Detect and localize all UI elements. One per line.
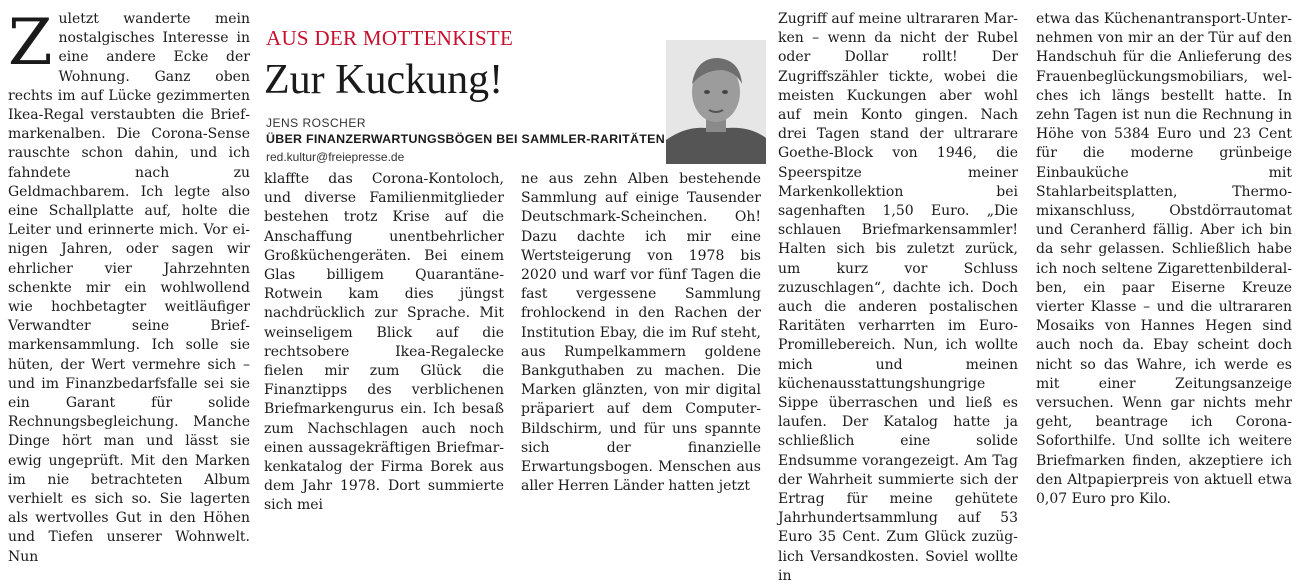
headline: Zur Kuckung! <box>264 57 504 103</box>
author-portrait <box>666 40 766 164</box>
column-3-text: ne aus zehn Alben bestehende Sammlung auf einige Tausender Deutschmark-Scheinchen. Oh! Dazu dachte ich mir eine Wertsteigerung von 1978 bis 2020 und warf vor fünf Tagen die fast vergessene Sammlung frohlockend in den Rachen der Institution Ebay, die im Ruf steht, aus Rumpelkammern goldene Bankguthaben zu machen. Die Marken glänzten, von mir digital präpariert auf dem Computer-Bildschirm, und für uns spannte sich der finanzielle Erwartungsbogen. Menschen aus aller Herren Länder hatten jetzt <box>521 171 761 495</box>
article-column-1 <box>8 6 250 565</box>
article-column-2 <box>264 170 504 514</box>
column-1-text: uletzt wanderte mein nostalgisches Interesse in eine andere Ecke der Wohnung. Ganz oben rechts im auf Lücke gezimmerten Ikea-Regal verstaubten die Briefmarkenalben. Die Corona-Sense rauschte schon dahin, und ich fahndete nach zu Geldmachbarem. Ich legte also eine Schallplatte auf, holte die Leiter und erinnerte mich. Vor einigen Jahren, oder sagen wir ehrlicher vier Jahrzehnten schenkte mir ein wohlwollend wie hochbetagter weitläufiger Verwandter seine Briefmarkensammlung. Ich solle sie hüten, der Wert vermehre sich – und im Finanzbedarfsfalle sei sie ein Garant für solide Rechnungsbegleichung. Manche Dinge hört man und lässt sie ewig ungeprüft. Mit den Marken im nie betrachteten Album verhielt es sich so. Sie lagerten als wertvolles Gut in den Höhen und Tiefen unserer Wohnwelt. Nun <box>8 11 250 565</box>
drop-cap: Z <box>8 6 53 80</box>
column-2-text: klaffte das Corona-Kontoloch, und diverse Familienmitglieder bestehen trotz Krise auf die Anschaffung unentbehrlicher Großküchengeräten. Bei einem Glas billigem Quarantäne-Rotwein kam dies jüngst nachdrücklich zur Sprache. Mit weinseligem Blick auf die rechtsobere Ikea-Regalecke fielen mir zum Glück die Finanztipps des verblichenen Briefmarkengurus ein. Ich besaß zum Nachschlagen auch noch einen aussagekräftigen Briefmarkenkatalog der Firma Borek aus dem Jahr 1978. Dort summierte sich mei <box>264 171 504 514</box>
column-4-text: Zugriff auf meine ultrararen Marken – wenn da nicht der Rubel oder Dollar rollt! Der Zugriffszähler tickte, wobei die meisten Kuckungen aber wohl auf mein Konto gingen. Nach drei Tagen stand der ultrarare Goethe-Block von 1946, die Speerspitze meiner Markenkollektion bei sagenhaften 1,50 Euro. „Die schlauen Briefmarkensammler! Halten sich bis zuletzt zurück, um kurz vor Schluss zuzuschlagen“, dachte ich. Doch auch die anderen postalischen Raritäten verharrten im Euro-Promillebereich. Nun, ich wollte mich und meinen küchenausstattungshungrige Sippe überraschen und ließ es laufen. Der Katalog hatte ja schließlich eine solide Endsumme vorangezeigt. Am Tag der Wahrheit summierte sich der Ertrag für meine gehütete Jahrhundertsammlung auf 53 Euro 35 Cent. Zum Glück zuzüglich Versandkosten. Soviel wollte in <box>778 11 1018 584</box>
author-name: JENS ROSCHER <box>266 116 367 130</box>
article-column-4 <box>778 10 1018 584</box>
author-email: red.kultur@freiepresse.de <box>266 150 405 164</box>
column-5-text: etwa das Küchenantransport-Unternehmen von mir an der Tür auf den Handschuh für die Anlieferung des Frauenbeglückungsmobiliars, welches ich längs bestellt hatte. In zehn Tagen ist nun die Rechnung in Höhe von 5384 Euro und 23 Cent für die moderne grünbeige Einbauküche mit Stahlarbeitsplatten, Thermomixanschluss, Obstdörrautomat und Ceranherd fällig. Aber ich bin da sehr gelassen. Schließlich habe ich noch seltene Zigarettenbilderalben, ein paar Eiserne Kreuze vierter Klasse – und die ultrararen Mosaiks von Hannes Hegen sind auch noch da. Ebay scheint doch nicht so das Wahre, ich werde es mit einer Zeitungsanzeige versuchen. Wenn gar nichts mehr geht, beantrage ich Corona-Soforthilfe. Und sollte ich weitere Briefmarken finden, akzeptiere ich den Altpapierpreis von aktuell etwa 0,07 Euro pro Kilo. <box>1036 11 1292 508</box>
subheadline: ÜBER FINANZERWARTUNGSBÖGEN BEI SAMMLER-RARITÄTEN <box>266 132 665 146</box>
kicker: AUS DER MOTTENKISTE <box>266 26 514 50</box>
article-column-5 <box>1036 10 1292 508</box>
article-header <box>264 14 764 164</box>
article-column-3 <box>521 170 761 495</box>
